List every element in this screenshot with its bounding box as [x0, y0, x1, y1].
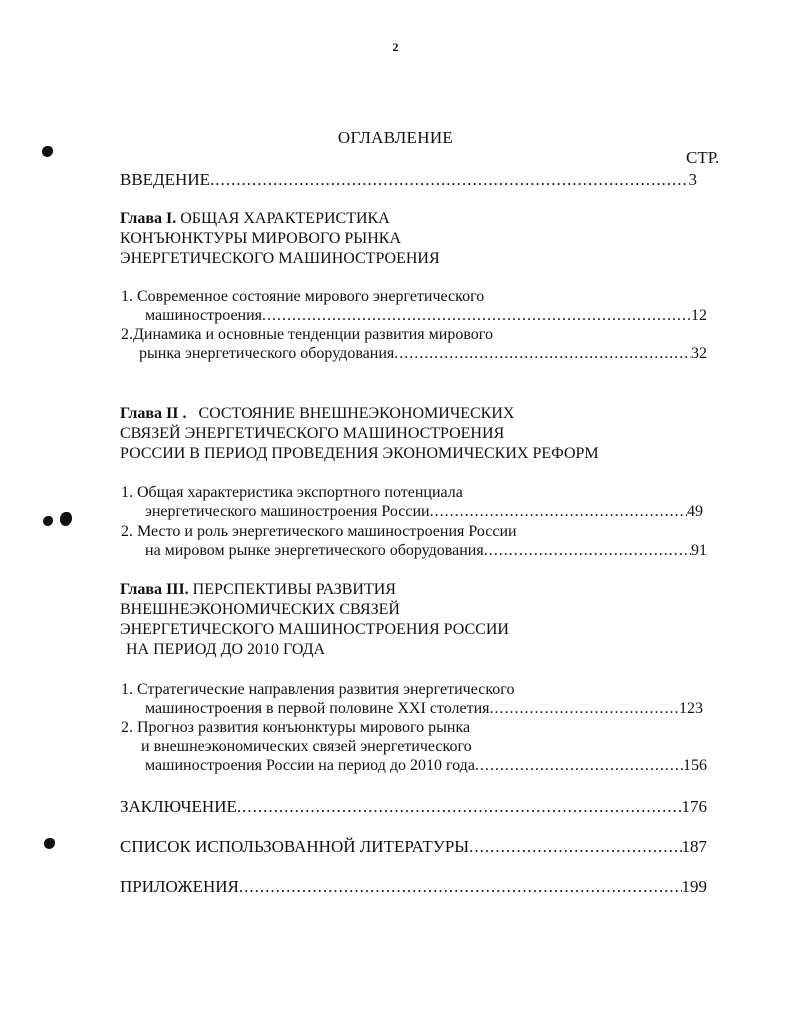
toc-entry-conclusion[interactable]: [120, 797, 707, 817]
section-line: 1. Общая характеристика экспортного потенциала: [121, 484, 463, 501]
toc-entry-section[interactable]: [145, 700, 703, 718]
dot-leader: [210, 170, 689, 190]
ink-blot: [44, 838, 55, 849]
dot-leader: [262, 307, 691, 325]
toc-entry-section[interactable]: [145, 503, 703, 521]
toc-entry-appendices[interactable]: [120, 877, 707, 897]
toc-entry-label: на мировом рынке энергетического оборудования: [145, 542, 484, 559]
chapter-heading[interactable]: [120, 209, 440, 269]
dot-leader: [239, 877, 682, 897]
section-line: 2. Прогноз развития конъюнктуры мирового рынка: [121, 719, 471, 736]
toc-entry-label: машиностроения в первой половине XXI столетия: [145, 700, 490, 717]
section-line: 1. Современное состояние мирового энергетического: [121, 288, 485, 305]
dot-leader: [394, 345, 691, 363]
toc-entry-label: ВВЕДЕНИЕ: [120, 170, 210, 189]
page-column-label: СТР.: [686, 148, 720, 167]
dot-leader: [237, 797, 682, 817]
toc-entry-label: СПИСОК ИСПОЛЬЗОВАННОЙ ЛИТЕРАТУРЫ: [120, 837, 470, 856]
toc-entry-label: машиностроения: [145, 307, 263, 324]
dot-leader: [475, 757, 683, 775]
toc-entry-label: энергетического машиностроения России: [145, 503, 430, 520]
toc-entry-section[interactable]: [145, 542, 707, 560]
chapter-title-line: ПЕРСПЕКТИВЫ РАЗВИТИЯ: [192, 581, 396, 598]
toc-entry-bibliography[interactable]: [120, 837, 707, 857]
chapter-title-line: ЭНЕРГЕТИЧЕСКОГО МАШИНОСТРОЕНИЯ РОССИИ: [120, 621, 509, 638]
page-number: 2: [392, 40, 399, 54]
chapter-title-line: СВЯЗЕЙ ЭНЕРГЕТИЧЕСКОГО МАШИНОСТРОЕНИЯ: [120, 425, 505, 442]
chapter-title-line: ОБЩАЯ ХАРАКТЕРИСТИКА: [180, 210, 390, 227]
toc-entry-label: ПРИЛОЖЕНИЯ: [120, 877, 239, 896]
chapter-title-line: НА ПЕРИОД ДО 2010 ГОДА: [126, 641, 326, 658]
toc-entry-section[interactable]: [145, 307, 707, 325]
toc-entry-label: машиностроения России на период до 2010 года: [145, 757, 475, 774]
chapter-prefix: Глава I.: [120, 210, 177, 227]
toc-entry-page: 91: [691, 542, 707, 559]
toc-entry-page: 3: [688, 170, 697, 189]
toc-entry-page: 32: [691, 345, 707, 362]
chapter-title-line: РОССИИ В ПЕРИОД ПРОВЕДЕНИЯ ЭКОНОМИЧЕСКИХ РЕФОРМ: [120, 445, 599, 462]
chapter-prefix: Глава II .: [120, 405, 187, 422]
toc-title: ОГЛАВЛЕНИЕ: [337, 128, 454, 147]
section-line: 1. Стратегические направления развития энергетического: [121, 681, 515, 698]
section-line: и внешнеэкономических связей энергетического: [141, 738, 472, 755]
chapter-title-line: ВНЕШНЕЭКОНОМИЧЕСКИХ СВЯЗЕЙ: [120, 601, 400, 618]
toc-entry-page: 12: [691, 307, 707, 324]
dot-leader: [469, 837, 681, 857]
toc-entry-page: 123: [679, 700, 703, 717]
toc-entry-page: 199: [681, 877, 707, 896]
toc-entry-page: 176: [681, 797, 707, 816]
chapter-heading[interactable]: [120, 404, 599, 464]
toc-entry-page: 156: [683, 757, 707, 774]
chapter-title-line: КОНЪЮНКТУРЫ МИРОВОГО РЫНКА: [120, 230, 401, 247]
toc-entry-section[interactable]: [139, 345, 707, 363]
section-line: 2. Место и роль энергетического машиностроения России: [121, 523, 517, 540]
dot-leader: [430, 503, 687, 521]
toc-entry-intro[interactable]: [120, 170, 697, 190]
ink-blot: [43, 516, 53, 526]
ink-blot: [60, 512, 72, 526]
toc-entry-section[interactable]: [145, 757, 707, 775]
chapter-heading[interactable]: [120, 580, 509, 660]
toc-entry-page: 187: [681, 837, 707, 856]
section-line: 2.Динамика и основные тенденции развития мирового: [121, 326, 493, 343]
chapter-title-line: СОСТОЯНИЕ ВНЕШНЕЭКОНОМИЧЕСКИХ: [198, 405, 515, 422]
chapter-prefix: Глава III.: [120, 581, 189, 598]
dot-leader: [489, 700, 679, 718]
chapter-title-line: ЭНЕРГЕТИЧЕСКОГО МАШИНОСТРОЕНИЯ: [120, 250, 440, 267]
dot-leader: [484, 542, 691, 560]
toc-entry-label: ЗАКЛЮЧЕНИЕ: [120, 797, 237, 816]
toc-entry-label: рынка энергетического оборудования: [139, 345, 395, 362]
toc-entry-page: 49: [687, 503, 703, 520]
